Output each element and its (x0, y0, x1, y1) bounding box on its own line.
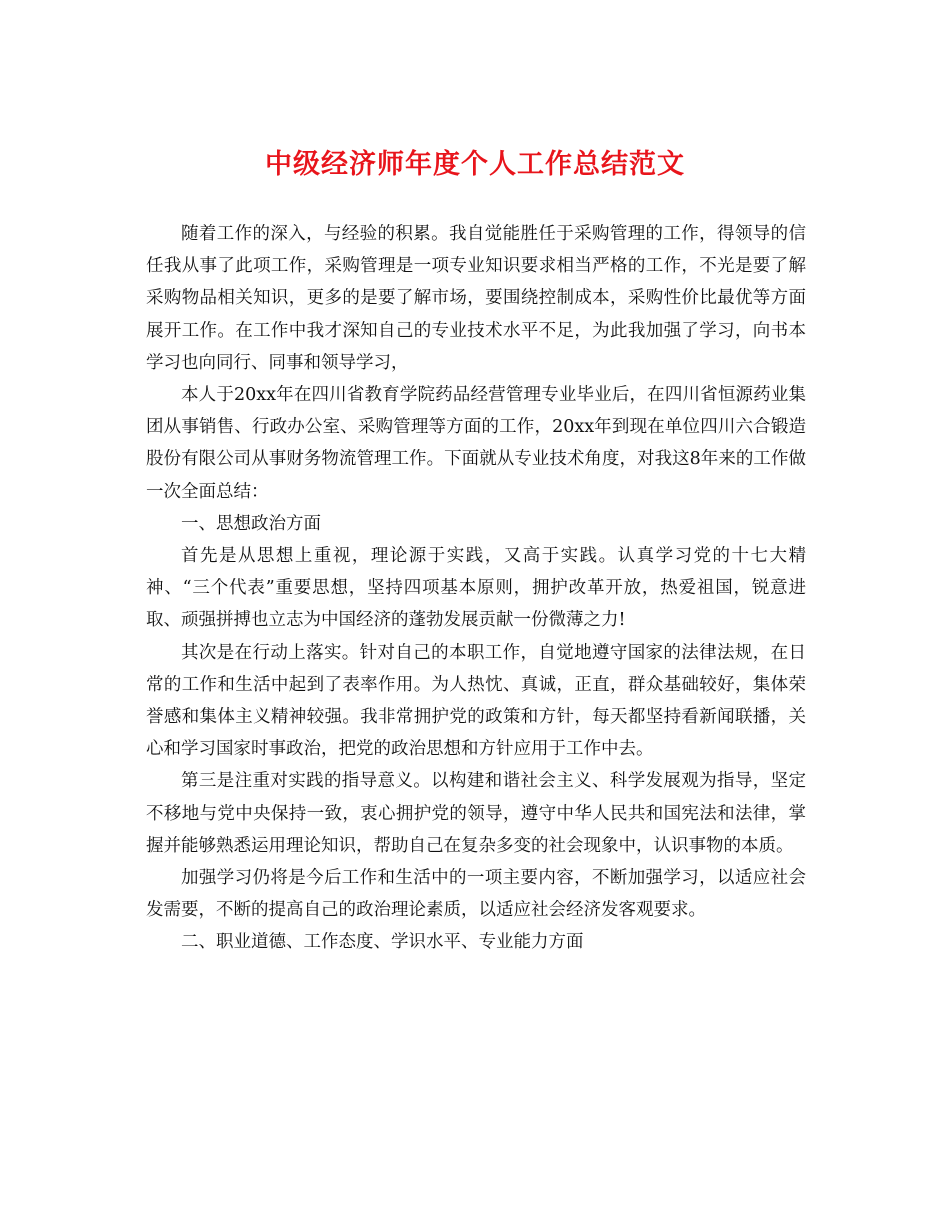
paragraph-background: 本人于20xx年在四川省教育学院药品经营管理专业毕业后，在四川省恒源药业集团从事销售、行政办公室、采购管理等方面的工作，20xx年到现在单位四川六合锻造股份有限公司从事财务物流管理工作。下面就从专业技术角度，对我这8年来的工作做一次全面总结： (146, 385, 806, 502)
paragraph-thought: 首先是从思想上重视，理论源于实践，又高于实践。认真学习党的十七大精神、“三个代表”重要思想，坚持四项基本原则，拥护改革开放，热爱祖国，锐意进取、顽强拼搏也立志为中国经济的蓬勃发展贡献一份微薄之力! (146, 546, 806, 631)
paragraph-intro: 随着工作的深入，与经验的积累。我自觉能胜任于采购管理的工作，得领导的信任我从事了此项工作，采购管理是一项专业知识要求相当严格的工作，不光是要了解采购物品相关知识，更多的是要了解市场，要围绕控制成本，采购性价比最优等方面展开工作。在工作中我才深知自己的专业技术水平不足，为此我加强了学习，向书本学习也向同行、同事和领导学习， (146, 224, 806, 373)
paragraph-practice: 第三是注重对实践的指导意义。以构建和谐社会主义、科学发展观为指导，坚定不移地与党中央保持一致，衷心拥护党的领导，遵守中华人民共和国宪法和法律，掌握并能够熟悉运用理论知识，帮助自己在复杂多变的社会现象中，认识事物的本质。 (146, 771, 806, 856)
document-title: 中级经济师年度个人工作总结范文 (265, 149, 685, 180)
paragraph-study: 加强学习仍将是今后工作和生活中的一项主要内容，不断加强学习，以适应社会发需要，不断的提高自己的政治理论素质，以适应社会经济发客观要求。 (146, 868, 806, 921)
document-body (146, 218, 806, 959)
section-heading-1: 一、思想政治方面 (181, 513, 321, 534)
paragraph-action: 其次是在行动上落实。针对自己的本职工作，自觉地遵守国家的法律法规，在日常的工作和生活中起到了表率作用。为人热忱、真诚，正直，群众基础较好，集体荣誉感和集体主义精神较强。我非常拥护党的政策和方针，每天都坚持看新闻联播，关心和学习国家时事政治，把党的政治思想和方针应用于工作中去。 (146, 642, 806, 760)
section-heading-2: 二、职业道德、工作态度、学识水平、专业能力方面 (181, 932, 584, 953)
